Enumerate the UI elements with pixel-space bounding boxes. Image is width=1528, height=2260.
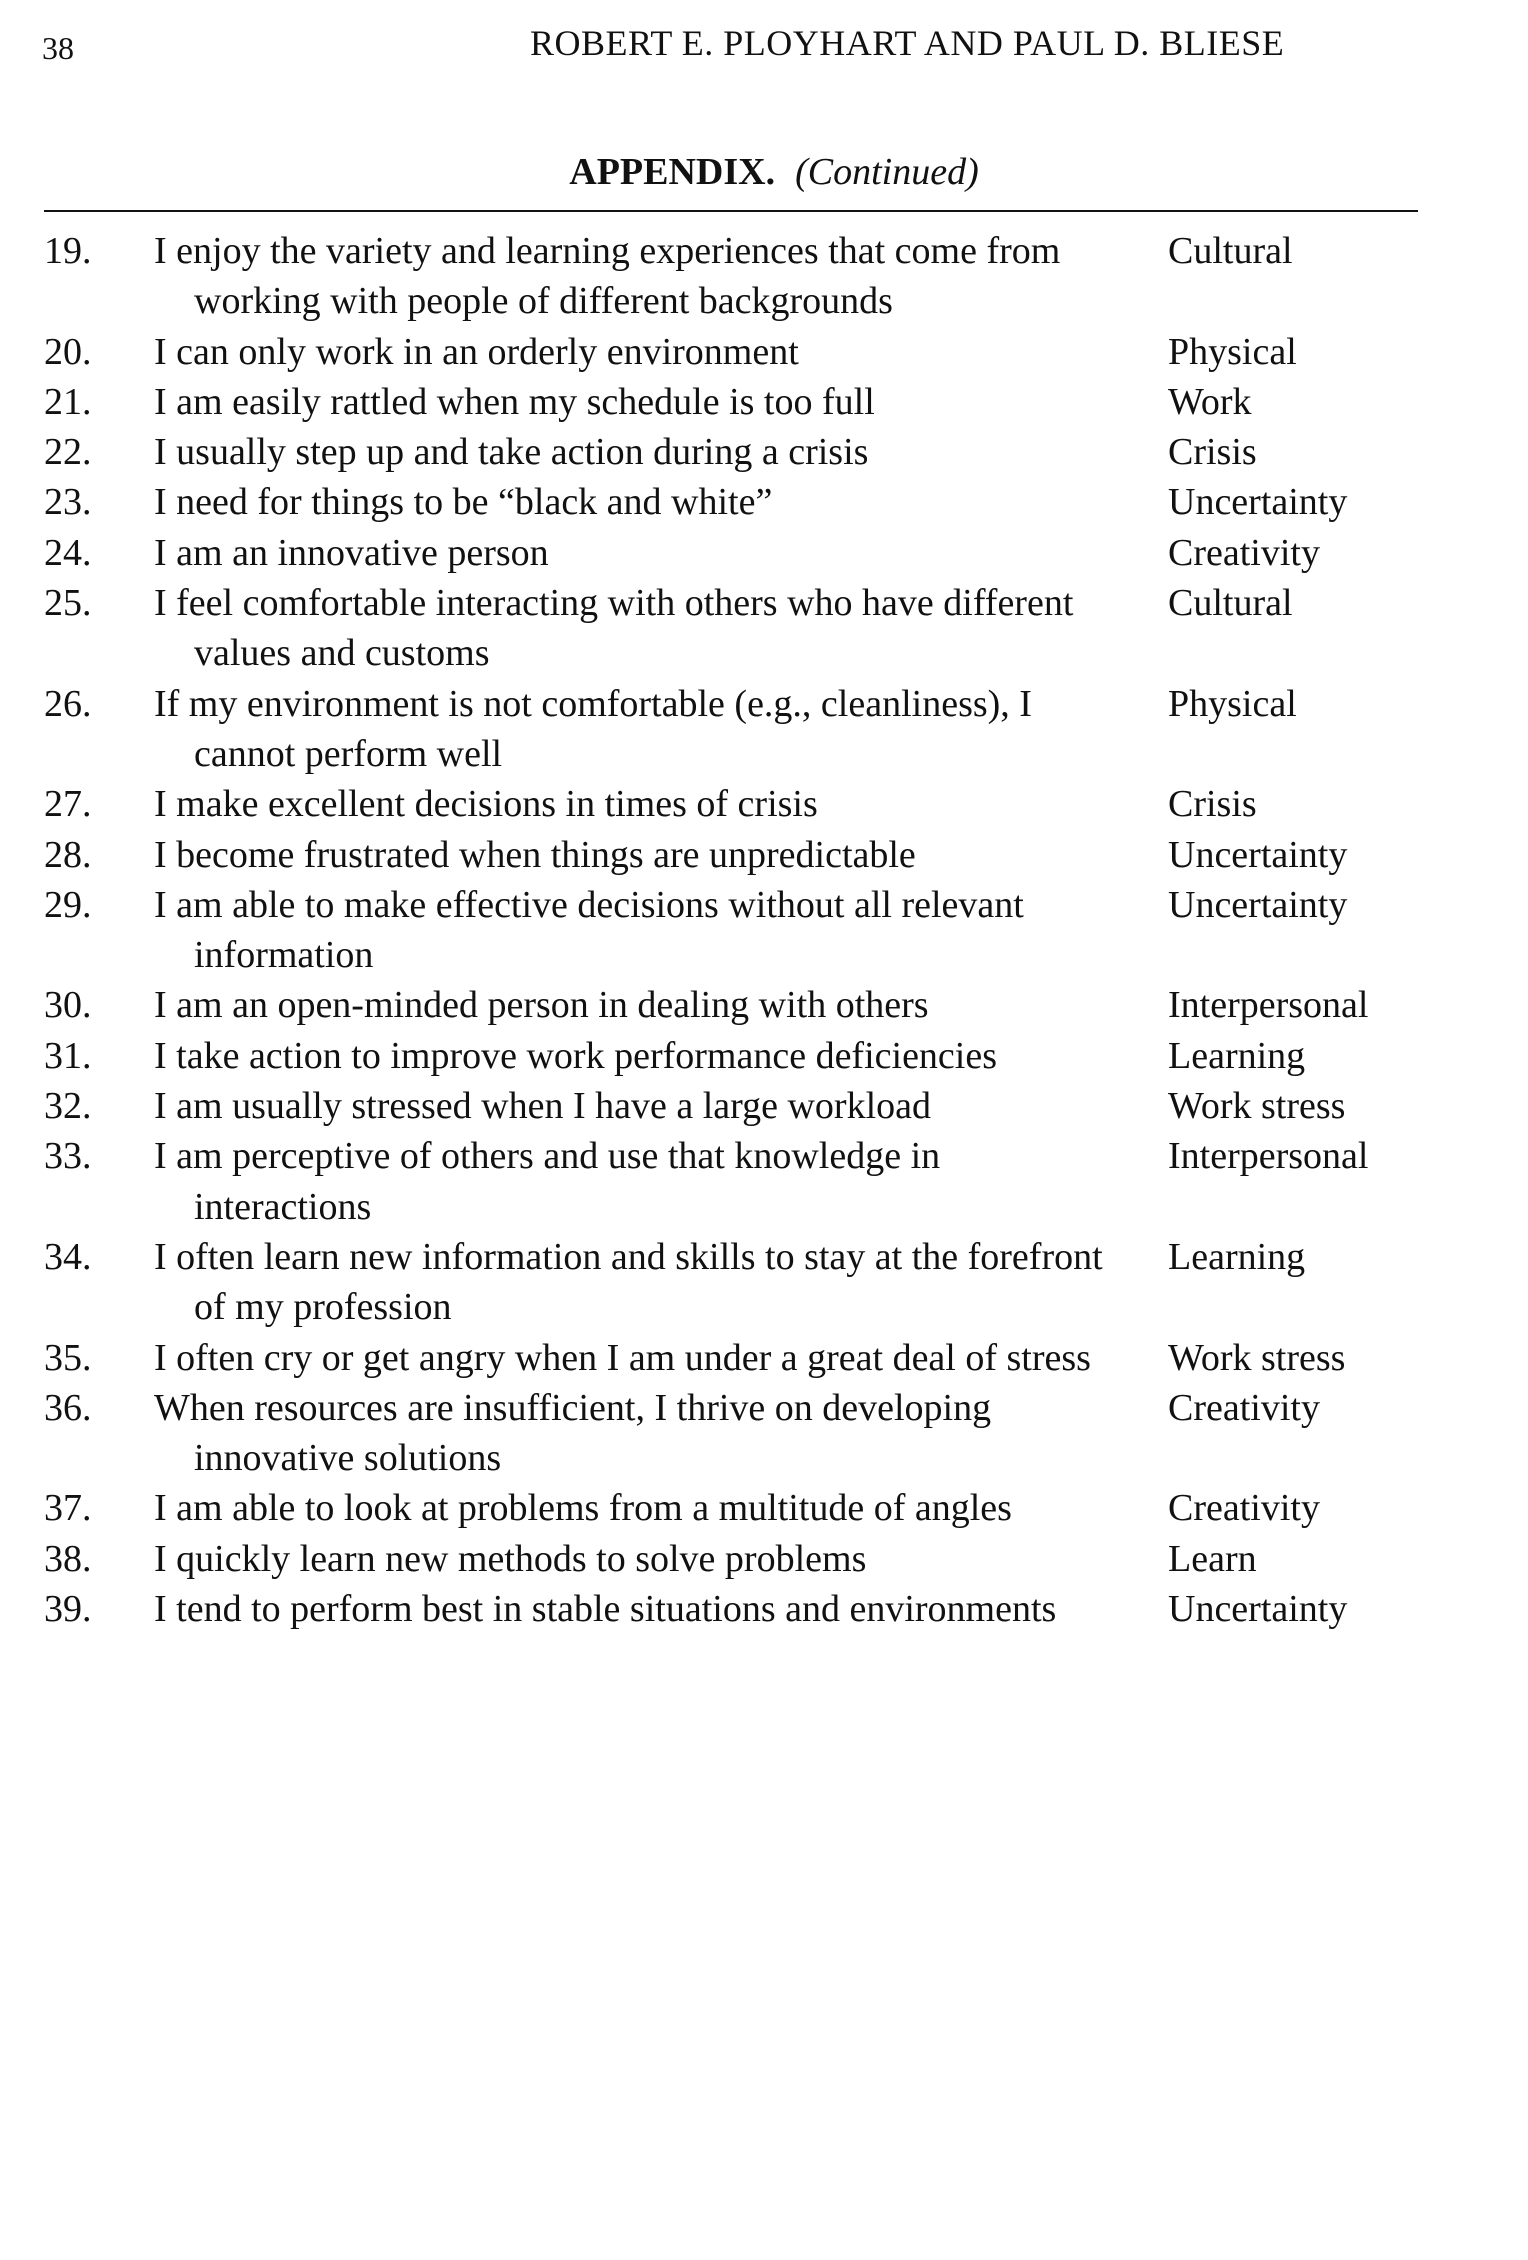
- item-category: Learning: [1168, 1034, 1306, 1077]
- item-category: Interpersonal: [1168, 1135, 1369, 1178]
- item-number: 32.: [44, 1085, 92, 1128]
- appendix-item: [0, 1584, 1528, 1634]
- appendix-item: [0, 578, 1528, 679]
- appendix-item: [0, 1483, 1528, 1533]
- item-category: Uncertainty: [1168, 833, 1348, 876]
- item-category: Crisis: [1168, 783, 1257, 826]
- item-number: 19.: [44, 230, 92, 272]
- item-number: 20.: [44, 330, 92, 373]
- appendix-item: [0, 1232, 1528, 1333]
- appendix-item: [0, 377, 1528, 427]
- item-category: Crisis: [1168, 431, 1257, 474]
- item-text: I am perceptive of others and use that knowledge in interactions: [154, 1135, 941, 1228]
- item-number: 35.: [44, 1336, 92, 1379]
- item-text: I feel comfortable interacting with others who have different values and customs: [154, 582, 1074, 675]
- appendix-item: [0, 327, 1528, 377]
- item-category: Uncertainty: [1168, 481, 1348, 524]
- item-text: I need for things to be “black and white”: [154, 481, 773, 524]
- appendix-item: [0, 679, 1528, 780]
- appendix-title: [0, 150, 1528, 194]
- item-text: I am able to make effective decisions without all relevant information: [154, 883, 1024, 977]
- appendix-item: [0, 980, 1528, 1030]
- appendix-item: [0, 477, 1528, 527]
- item-category: Cultural: [1168, 230, 1293, 272]
- item-category: Work stress: [1168, 1085, 1346, 1128]
- item-number: 31.: [44, 1034, 92, 1077]
- item-number: 34.: [44, 1235, 92, 1278]
- item-text: I usually step up and take action during a crisis: [154, 431, 869, 474]
- item-number: 21.: [44, 380, 92, 423]
- item-category: Creativity: [1168, 531, 1320, 574]
- item-category: Physical: [1168, 330, 1297, 373]
- appendix-label: APPENDIX.: [569, 151, 776, 193]
- appendix-item: [0, 427, 1528, 477]
- table-top-rule: [44, 210, 1418, 212]
- item-number: 38.: [44, 1537, 92, 1580]
- item-category: Work: [1168, 380, 1252, 423]
- item-text: I am easily rattled when my schedule is too full: [154, 380, 875, 423]
- item-text: I tend to perform best in stable situations and environments: [154, 1588, 1057, 1631]
- item-text: I become frustrated when things are unpredictable: [154, 833, 916, 876]
- item-number: 26.: [44, 682, 92, 725]
- item-text: I am an open-minded person in dealing with others: [154, 984, 929, 1027]
- running-header: [0, 22, 1528, 72]
- appendix-item: [0, 1534, 1528, 1584]
- item-category: Learning: [1168, 1235, 1306, 1278]
- item-category: Uncertainty: [1168, 1588, 1348, 1631]
- appendix-item: [0, 226, 1528, 327]
- appendix-item: [0, 528, 1528, 578]
- running-header-authors: ROBERT E. PLOYHART AND PAUL D. BLIESE: [530, 23, 1285, 63]
- appendix-item: [0, 1031, 1528, 1081]
- item-number: 27.: [44, 783, 92, 826]
- appendix-item: [0, 1383, 1528, 1484]
- page-number: 38: [42, 30, 74, 66]
- item-text: I am an innovative person: [154, 531, 549, 574]
- item-number: 25.: [44, 582, 92, 625]
- item-number: 37.: [44, 1487, 92, 1530]
- item-text: If my environment is not comfortable (e.g., cleanliness), I cannot perform well: [154, 682, 1032, 775]
- item-number: 33.: [44, 1135, 92, 1178]
- item-category: Uncertainty: [1168, 883, 1348, 926]
- appendix-item: [0, 1081, 1528, 1131]
- appendix-item: [0, 880, 1528, 981]
- item-category: Learn: [1168, 1537, 1257, 1580]
- appendix-item: [0, 1333, 1528, 1383]
- item-number: 22.: [44, 431, 92, 474]
- appendix-item-list: [0, 226, 1528, 1634]
- item-text: I often learn new information and skills to stay at the forefront of my profession: [154, 1235, 1103, 1329]
- item-text: I can only work in an orderly environment: [154, 330, 799, 373]
- item-text: When resources are insufficient, I thrive on developing innovative solutions: [154, 1386, 992, 1480]
- item-text: I make excellent decisions in times of crisis: [154, 783, 818, 826]
- item-category: Interpersonal: [1168, 984, 1369, 1027]
- item-number: 30.: [44, 984, 92, 1027]
- item-number: 39.: [44, 1588, 92, 1631]
- item-text: I take action to improve work performance deficiencies: [154, 1034, 998, 1077]
- item-text: I enjoy the variety and learning experiences that come from working with people of different backgrounds: [154, 230, 1061, 323]
- item-number: 23.: [44, 481, 92, 524]
- item-number: 36.: [44, 1386, 92, 1429]
- item-category: Cultural: [1168, 582, 1293, 625]
- appendix-item: [0, 1131, 1528, 1232]
- item-text: I quickly learn new methods to solve problems: [154, 1537, 867, 1580]
- item-category: Physical: [1168, 682, 1297, 725]
- appendix-item: [0, 830, 1528, 880]
- item-text: I am usually stressed when I have a large workload: [154, 1085, 931, 1128]
- item-text: I often cry or get angry when I am under a great deal of stress: [154, 1336, 1091, 1379]
- appendix-item: [0, 779, 1528, 829]
- item-category: Work stress: [1168, 1336, 1346, 1379]
- item-number: 28.: [44, 833, 92, 876]
- item-number: 29.: [44, 883, 92, 926]
- item-number: 24.: [44, 531, 92, 574]
- item-category: Creativity: [1168, 1487, 1320, 1530]
- item-text: I am able to look at problems from a multitude of angles: [154, 1487, 1012, 1530]
- item-category: Creativity: [1168, 1386, 1320, 1429]
- continued-label: (Continued): [795, 151, 979, 193]
